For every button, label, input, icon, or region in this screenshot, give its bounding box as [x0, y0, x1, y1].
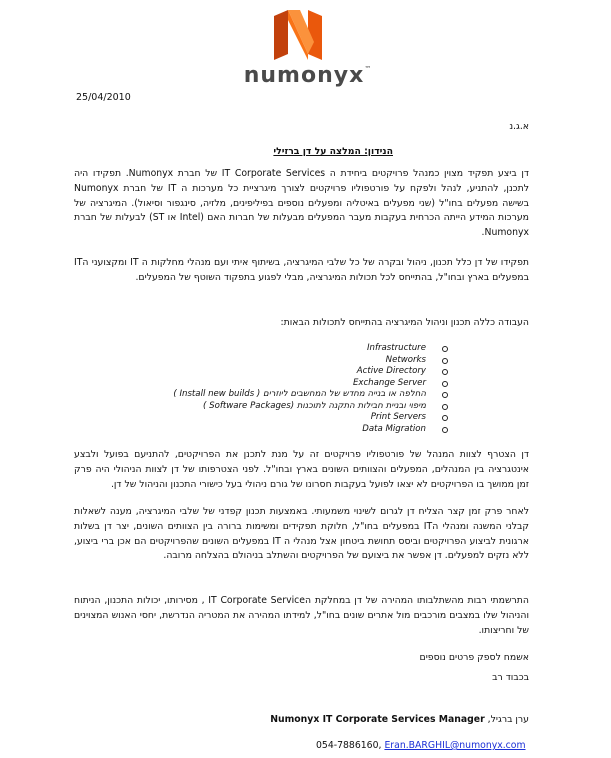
company-logo — [0, 6, 611, 96]
paragraph-6: התרשמתי רבות מהשתלבותו המהירה של דן במחלקת הIT Corporate Service , מסירותו, יכולות התכנון, הניתוח והניהול שלו במצבים מורכבים מול אתרים שונים בחו"ל, למידתו המהירה את המטריה הנדרשת, יחסי האנוש המצוינים של וחריצותו. — [74, 595, 529, 636]
salutation: א.ג.נ — [509, 121, 529, 132]
letter-date: 25/04/2010 — [76, 92, 131, 103]
numonyx-n-logo-icon — [270, 6, 326, 64]
paragraph-3: העבודה כללה תכנון וניהול המיגרציה בהתייחס לתכולות הבאות: — [280, 317, 529, 328]
list-item: Exchange Server — [250, 378, 450, 390]
signer-name: ערן ברגיל, — [487, 714, 529, 725]
letter-subject: הנידון: המלצה על דן ברזילי — [273, 146, 393, 157]
logo-wordmark: numonyx™ — [243, 63, 373, 88]
list-item: Print Servers — [250, 412, 450, 424]
paragraph-5: לאחר פרק זמן קצר הצליח דן לגרום לשינוי משמעותי. באמצעות תכנון קפדני של שלבי המיגרציה, מענה לשאלות קבלני המשנה ומנהלי הIT במפעלים בחו"ל, חלוקת תפקידים ומשימות ברורה בין הצוותים השונים, יצר דן בשלות ארגונית לביצוע הפרויקטים וביסס תחושת ביטחון אצל מנהלי ה IT במפעלים השונים שהפרויקטים הם אכן ברי ביצוע, ללא נזקים למפעלים. דן אפשר את ביצועם של הפרויקטים והשתלב בניהולם בהצלחה מרובה. — [74, 506, 529, 562]
list-item: Active Directory — [250, 366, 450, 378]
paragraph-2: תפקידו של דן כלל תכנון, ניהול ובקרה של כל שלבי המיגרציה, בשיתוף איתי ועם מנהלי מחלקות ה IT ומקצועני הIT במפעלים בארץ ובחו"ל, בהתייחס לכל תכולות המיגרציה, מבלי לפגוע בתפקוד השוטף של המפעלים. — [74, 257, 529, 283]
contact-line — [316, 740, 526, 751]
signer-phone: 054-7886160, — [316, 740, 382, 751]
list-item: החלפה או בנייה מחדש של המחשבים ליוזרים ( Install new builds ) — [250, 389, 450, 401]
signer-title: Numonyx IT Corporate Services Manager — [270, 714, 485, 725]
migration-scope-list — [173, 343, 450, 435]
list-item: מיפוי ובניית חבילות התקנה לתוכנות (Software Packages ) — [250, 401, 450, 413]
list-item: Networks — [250, 355, 450, 367]
closing-offer: אשמח לספק פרטים נוספים — [419, 652, 529, 663]
list-item: Data Migration — [250, 424, 450, 436]
paragraph-1: דן ביצע תפקיד מצוין כמנהל פרויקטים ביחידת ה IT Corporate Services של חברת Numonyx. תפקידו היה לתכנן, להתניע, לנהל ולפקח על פורטפוליו פרויקטים לצורך מיגרציית כל מערכות ה IT של חברת Numonyx בשישה מפעלים בחו"ל (שני מפעלים באיטליה ומפעלים נוספים בפיליפינים, מלזיה, סינגפור וסיאול). המיגרציה של מערכות המידע הייתה הכרחית בעקבות מעבר המפעלים מבעלות של חברות האם (Intel או ST) לבעלות של חברת Numonyx. — [74, 168, 529, 239]
signature-line — [270, 714, 529, 725]
paragraph-4: דן הצטרף לצוות המנהל של פורטפוליו פרויקטים זה על מנת לתכנן את הפרויקטים, להתניעם בפועל ולבצע אינטגרציה בין המנהלים, המפעלים והצוותים השונים בארץ ובחו"ל. לפני הצטרפותו של דן לצוות הניהולי היה פרק זמן ממושך בו הפרויקטים לא יצאו לפועל בעקבות חסרונו של גורם ניהולי בעל כישורי התכנון והניהול של דן. — [74, 449, 529, 490]
signer-email-link[interactable]: Eran.BARGHIL@numonyx.com — [384, 740, 526, 751]
closing-regards: בכבוד רב — [492, 672, 529, 683]
list-item: Infrastructure — [250, 343, 450, 355]
